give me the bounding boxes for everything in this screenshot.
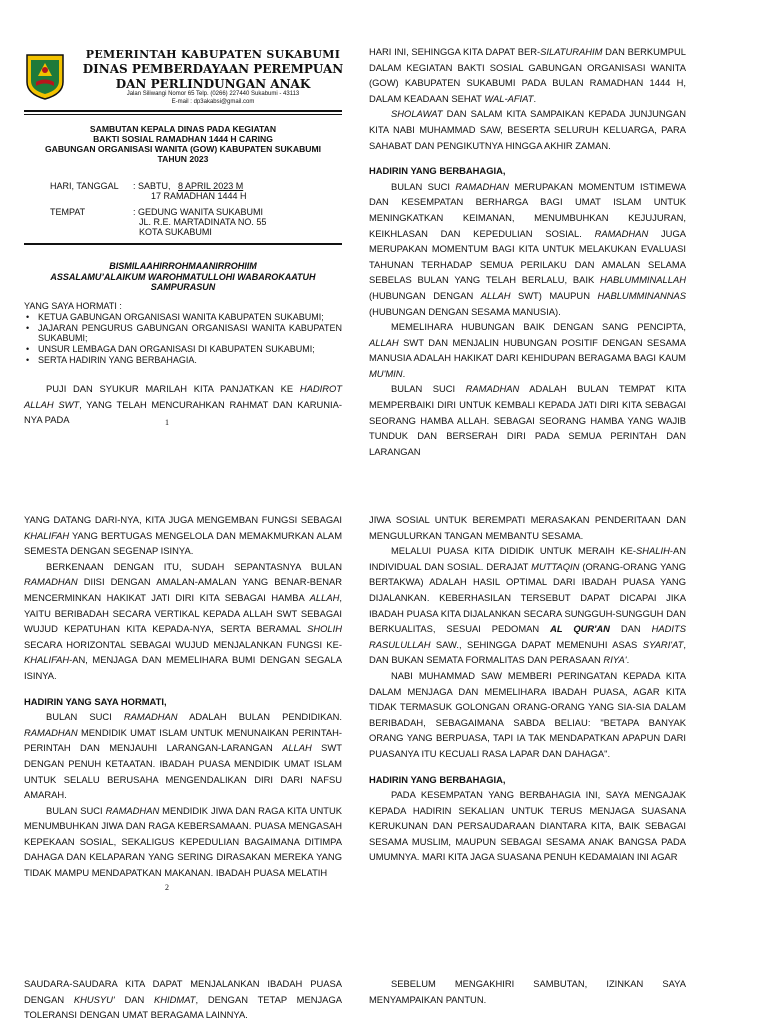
page-number: 2 bbox=[165, 883, 169, 892]
regency-emblem-icon bbox=[24, 52, 66, 100]
paragraph: PADA KESEMPATAN YANG BERBAHAGIA INI, SAYA MENGAJAK KEPADA HADIRIN SEKALIAN UNTUK TERUS MENJAGA SUASANA KERUKUNAN DAN PERSAUDARAAN DIANTARA KITA, BAIK SEBAGAI SESAMA MUSLIM, MAUPUN SEBAGAI SESAMA ANAK BANGSA PADA UMUMNYA. MARI KITA JAGA SUASANA PENUH KEDAMAIAN INI AGAR bbox=[369, 789, 686, 863]
org-name-line3-text: DAN PERLINDUNGAN ANAK bbox=[115, 77, 311, 91]
opening-greeting bbox=[24, 261, 342, 293]
list-item: • SERTA HADIRIN YANG BERBAHAGIA. bbox=[38, 355, 342, 365]
paragraph: PUJI DAN SYUKUR MARILAH KITA PANJATKAN KE HADIROT ALLAH SWT, YANG TELAH MENCURAHKAN RAHMAT DAN KARUNIA-NYA PADA bbox=[24, 383, 342, 426]
place-line1: : GEDUNG WANITA SUKABUMI bbox=[133, 207, 264, 217]
email-text: E-mail : dp3akabsi@gmail.com bbox=[171, 99, 255, 105]
paragraph: BULAN SUCI RAMADHAN MENDIDIK JIWA DAN RAGA KITA UNTUK MENUMBUHKAN JIWA DAN RAGA KEBERSAMAAN. PUASA MENGASAH KEPEKAAN SOSIAL, SEKALIGUS KEPEDULIAN BAGAIMANA DITIMPA DAHAGA DAN KELAPARAN YANG SERING DIRASAKAN MEREKA YANG TIDAK MAMPU MENDAPATKAN MAKANAN. IBADAH PUASA MELATIH bbox=[24, 804, 343, 879]
paragraph: HARI INI, SEHINGGA KITA DAPAT BER-SILATURAHIM DAN BERKUMPUL DALAM KEGIATAN BAKTI SOSIAL GABUNGAN ORGANISASI WANITA (GOW) KABUPATEN SUKABUMI PADA BULAN RAMADHAN 1444 H, DALAM KEADAAN SEHAT WAL-AFIAT. bbox=[369, 46, 686, 104]
section-heading: HADIRIN YANG BERBAHAGIA, bbox=[369, 165, 506, 177]
place-line2: JL. R.E. MARTADINATA NO. 55 bbox=[139, 217, 267, 227]
page2-left-body bbox=[24, 512, 342, 881]
bismillah-text: BISMILAAHIRROHMAANIRROHIIM bbox=[109, 261, 257, 271]
paragraph: MEMELIHARA HUBUNGAN BAIK DENGAN SANG PENCIPTA, ALLAH SWT DAN MENJALIN HUBUNGAN POSITIF DENGAN SESAMA MANUSIA ADALAH HAKIKAT DARI KEHIDUPAN BERAGAMA BAGI KAUM MU'MIN. bbox=[369, 321, 686, 379]
org-address bbox=[82, 90, 344, 106]
paragraph: SEBELUM MENGAKHIRI SAMBUTAN, IZINKAN SAYA MENYAMPAIKAN PANTUN. bbox=[369, 978, 686, 1005]
paragraph: MELALUI PUASA KITA DIDIDIK UNTUK MERAIH KE-SHALIH-AN INDIVIDUAL DAN SOSIAL. DERAJAT MUTTAQIN (ORANG-ORANG YANG BERTAKWA) ADALAH HASIL OPTIMAL DARI IBADAH PUASA YANG DIJALANKAN. KEBERHASILAN TERSEBUT DAPAT DICAPAI JIKA IBADAH PUASA KITA DIJALANKAN SECARA SUNGGUH-SUNGGUH DAN BERKUALITAS, SESUAI PEDOMAN AL QUR'AN DAN HADITS RASULULLAH SAW., SEHINGGA DAPAT MEMENUHI ASAS SYARI'AT, DAN BUKAN SEMATA FORMALITAS DAN PERASAAN RIYA'. bbox=[369, 545, 686, 666]
honored-section bbox=[24, 300, 342, 366]
header-divider bbox=[24, 110, 342, 112]
paragraph: JIWA SOSIAL UNTUK BEREMPATI MERASAKAN PENDERITAAN DAN MENGULURKAN TANGAN MEMBANTU SESAMA. bbox=[369, 514, 686, 541]
paragraph: SHOLAWAT DAN SALAM KITA SAMPAIKAN KEPADA JUNJUNGAN KITA NABI MUHAMMAD SAW, BESERTA SELURUH KELUARGA, PARA SAHABAT DAN PENGIKUTNYA HINGGA AKHIR ZAMAN. bbox=[369, 108, 686, 151]
paragraph: NABI MUHAMMAD SAW MEMBERI PERINGATAN KEPADA KITA DALAM MENJAGA DAN MEMELIHARA IBADAH PUASA, AGAR KITA TIDAK TERMASUK GOLONGAN ORANG-ORANG YANG SIA-SIA DALAM BERIBADAH, SEBAGAIMANA SABDA BELIAU: "BETAPA BANYAK ORANG YANG BERPUASA, TAPI IA TAK MENDAPATKAN APAPUN DARI PUASANYA ITU KECUALI RASA LAPAR DAN DAHAGA". bbox=[369, 669, 686, 759]
title-line4: TAHUN 2023 bbox=[157, 154, 209, 164]
paragraph: BULAN SUCI RAMADHAN MERUPAKAN MOMENTUM ISTIMEWA DAN KESEMPATAN BERHARGA BAGI UMAT ISLAM UNTUK MENINGKATKAN KEIMANAN, MENUMBUHKAN KEJUJURAN, KEIKHLASAN DAN KEPEDULIAN SOSIAL. RAMADHAN JUGA MERUPAKAN MOMENTUM BAGI KITA UNTUK MELAKUKAN EVALUASI TAHUNAN TERHADAP SEMUA PERILAKU DAN AMALAN SELAMA SEBELAS BULAN YANG TELAH BERLALU, BAIK HABLUMMINALLAH (HUBUNGAN DENGAN ALLAH SWT) MAUPUN HABLUMMINANNAS (HUBUNGAN DENGAN SESAMA MANUSIA). bbox=[369, 180, 686, 317]
address-text: Jalan Siliwangi Nomor 65 Telp. (0266) 227440 Sukabumi - 43113 bbox=[126, 91, 300, 97]
date-hijri: 17 RAMADHAN 1444 H bbox=[151, 191, 247, 201]
date-prefix: : SABTU, bbox=[133, 181, 171, 191]
honored-list bbox=[24, 312, 342, 365]
salam-text: ASSALAMU’ALAIKUM WAROHMATULLOHI WABAROKAATUH bbox=[50, 271, 316, 282]
paragraph: YANG DATANG DARI-NYA, KITA JUGA MENGEMBAN FUNGSI SEBAGAI KHALIFAH YANG BERTUGAS MENGELOLA DAN MEMAKMURKAN ALAM SEMESTA DENGAN SEGENAP ISINYA. bbox=[24, 514, 342, 557]
section-heading: HADIRIN YANG BERBAHAGIA, bbox=[369, 773, 506, 785]
place-line3: KOTA SUKABUMI bbox=[139, 227, 212, 237]
org-name-line1: PEMERINTAH KABUPATEN SUKABUMI bbox=[85, 48, 341, 61]
page2-right-body bbox=[369, 512, 686, 865]
title-line1: SAMBUTAN KEPALA DINAS PADA KEGIATAN bbox=[89, 124, 277, 134]
paragraph: SAUDARA-SAUDARA KITA DAPAT MENJALANKAN IBADAH PUASA DENGAN KHUSYU' DAN KHIDMAT, DENGAN TETAP MENJAGA TOLERANSI DENGAN UMAT BERAGAMA LAINNYA. bbox=[24, 978, 342, 1021]
document-title bbox=[24, 124, 342, 164]
list-item: • UNSUR LEMBAGA DAN ORGANISASI DI KABUPATEN SUKABUMI; bbox=[38, 344, 342, 354]
paragraph: BERKENAAN DENGAN ITU, SUDAH SEPANTASNYA BULAN RAMADHAN DIISI DENGAN AMALAN-AMALAN YANG BENAR-BENAR MENCERMINKAN HAKIKAT JATI DIRI KITA SEBAGAI HAMBA ALLAH, YAITU BERIBADAH SECARA VERTIKAL KEPADA ALLAH SWT SEBAGAI WUJUD KEPATUHAN KITA KEPADA-NYA, SERTA BERAMAL SHOLIH SECARA HORIZONTAL SEBAGAI WUJUD MENJALANKAN FUNGSI KE-KHALIFAH-AN, MENJAGA DAN MEMELIHARA BUMI DENGAN SEGALA ISINYA. bbox=[24, 560, 342, 681]
org-name-line2 bbox=[82, 62, 344, 92]
paragraph: BULAN SUCI RAMADHAN ADALAH BULAN TEMPAT KITA MEMPERBAIKI DIRI UNTUK KEMBALI KEPADA JATI DIRI KITA SEBAGAI SEORANG HAMBA ALLAH. SEBAGAI SEORANG HAMBA YANG WAJIB TUNDUK DAN BERSERAH DIRI PADA SEMUA PERINTAH DAN LARANGAN bbox=[369, 383, 686, 457]
page3-right-body bbox=[369, 976, 686, 1007]
page1-left-body bbox=[24, 381, 342, 428]
paragraph: BULAN SUCI RAMADHAN ADALAH BULAN PENDIDIKAN. RAMADHAN MENDIDIK UMAT ISLAM UNTUK MENUNAIKAN PERINTAH-PERINTAH DAN MENJAUHI LARANGAN-LARANGAN ALLAH SWT DENGAN PENUH KETAATAN. IBADAH PUASA MENDIDIK UMAT ISLAM UNTUK SELALU BERUSAHA MENGENDALIKAN DIRI DARI NAFSU AMARAH. bbox=[24, 711, 342, 801]
event-divider bbox=[24, 243, 342, 245]
place-label: TEMPAT bbox=[50, 207, 86, 217]
title-line2: BAKTI SOSIAL RAMADHAN 1444 H CARING bbox=[93, 134, 273, 144]
date-label: HARI, TANGGAL bbox=[50, 181, 119, 191]
header-divider-thin bbox=[24, 114, 342, 115]
list-item: • JAJARAN PENGURUS GABUNGAN ORGANISASI WANITA KABUPATEN SUKABUMI; bbox=[38, 323, 342, 343]
section-heading: HADIRIN YANG SAYA HORMATI, bbox=[24, 695, 167, 707]
org-name-line2-text: DINAS PEMBERDAYAAN PEREMPUAN bbox=[82, 62, 344, 76]
title-line3: GABUNGAN ORGANISASI WANITA (GOW) KABUPATEN SUKABUMI bbox=[44, 144, 322, 154]
date-value: 8 APRIL 2023 M bbox=[178, 181, 244, 191]
page-number: 1 bbox=[165, 418, 169, 427]
honored-heading: YANG SAYA HORMATI : bbox=[24, 301, 122, 311]
sampurasun-text: SAMPURASUN bbox=[150, 282, 216, 292]
page1-right-body bbox=[369, 44, 686, 459]
page3-left-body bbox=[24, 976, 342, 1023]
list-item: • KETUA GABUNGAN ORGANISASI WANITA KABUPATEN SUKABUMI; bbox=[38, 312, 342, 322]
